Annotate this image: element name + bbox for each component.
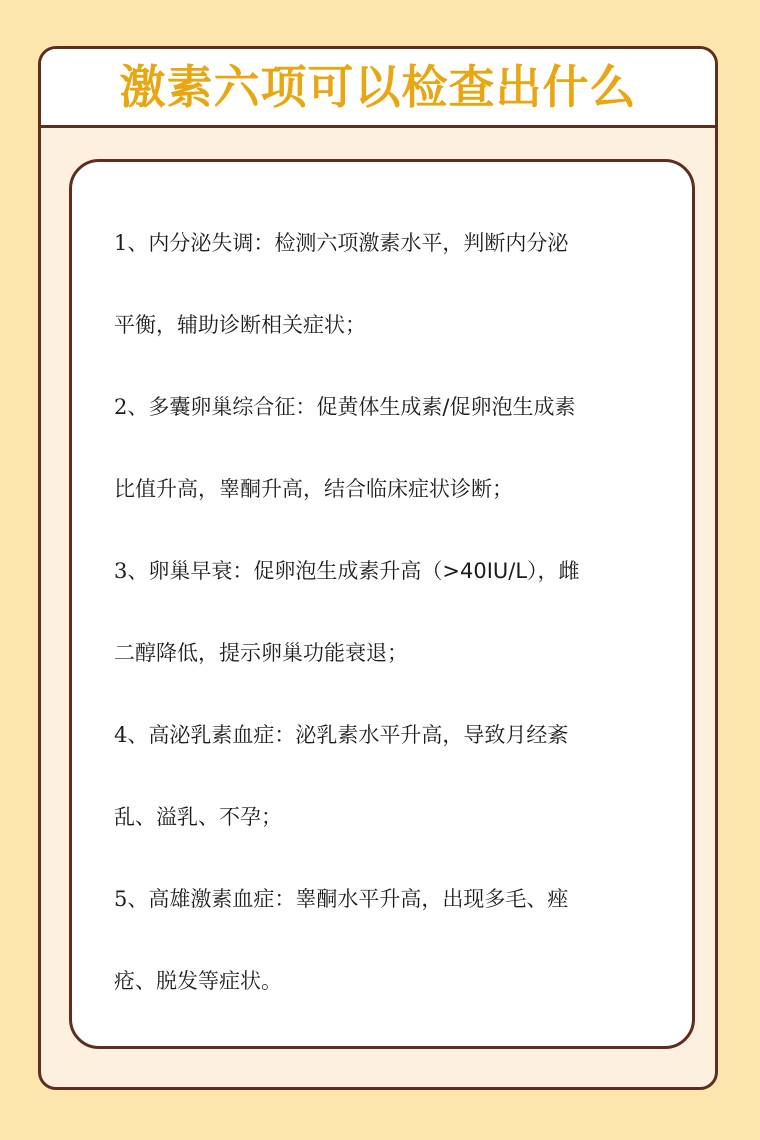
item-line-2: 疮、脱发等症状。 xyxy=(114,969,282,993)
item-text: 、卵巢早衰：促卵泡生成素升高（>40IU/L），雌 xyxy=(127,559,580,583)
item-text: 、高泌乳素血症：泌乳素水平升高，导致月经紊 xyxy=(127,723,569,747)
item-line-2: 平衡，辅助诊断相关症状； xyxy=(114,313,366,337)
page-title: 激素六项可以检查出什么 xyxy=(119,60,637,114)
item-number: 4 xyxy=(114,723,128,747)
info-card xyxy=(38,46,718,1090)
list-item xyxy=(114,202,654,366)
item-text: 、多囊卵巢综合征：促黄体生成素/促卵泡生成素 xyxy=(127,395,576,419)
item-text: 、内分泌失调：检测六项激素水平，判断内分泌 xyxy=(127,231,569,255)
list-item xyxy=(114,858,654,1022)
item-number: 1 xyxy=(114,231,128,255)
card-header xyxy=(41,49,715,128)
item-number: 2 xyxy=(114,395,128,419)
item-line-2: 比值升高，睾酮升高，结合临床症状诊断； xyxy=(114,477,513,501)
item-number: 5 xyxy=(114,887,128,911)
list-item xyxy=(114,694,654,858)
item-line-1 xyxy=(114,202,654,284)
item-line-2: 乱、溢乳、不孕； xyxy=(114,805,282,829)
item-text: 、高雄激素血症：睾酮水平升高，出现多毛、痤 xyxy=(127,887,569,911)
item-line-1 xyxy=(114,694,654,776)
content-box xyxy=(69,159,695,1049)
item-number: 3 xyxy=(114,559,128,583)
item-line-1 xyxy=(114,366,654,448)
item-line-2: 二醇降低，提示卵巢功能衰退； xyxy=(114,641,408,665)
list-item xyxy=(114,530,654,694)
item-line-1 xyxy=(114,858,654,940)
list-item xyxy=(114,366,654,530)
item-line-1 xyxy=(114,530,654,612)
item-list xyxy=(114,202,654,1022)
